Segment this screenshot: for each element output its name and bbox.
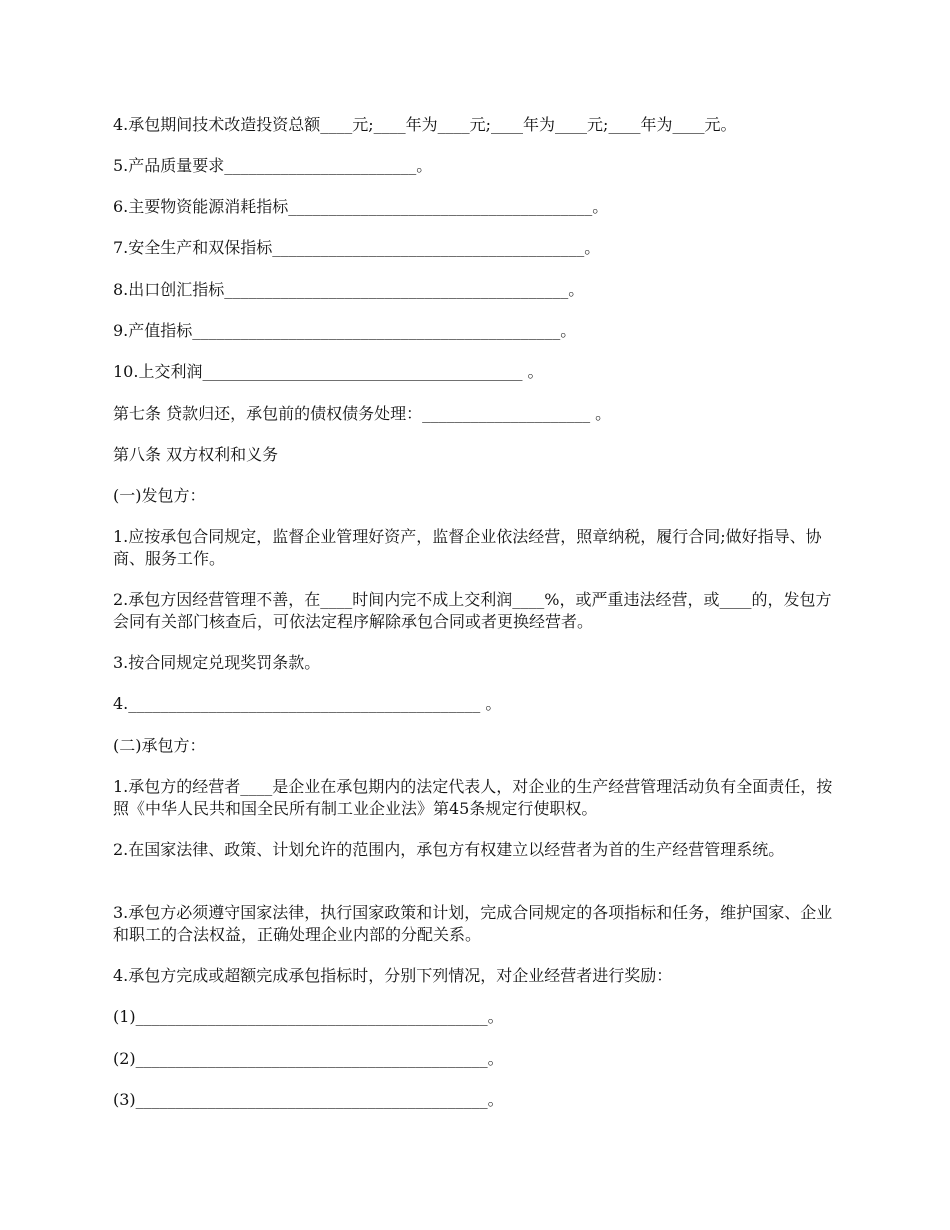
clause-6-item-10: 10.上交利润________________________________________ 。	[113, 362, 544, 381]
contractor-item-4: 4.承包方完成或超额完成承包指标时，分别下列情况，对企业经营者进行奖励：	[113, 966, 673, 985]
clause-7: 第七条 贷款归还，承包前的债权债务处理：_____________________ 。	[113, 404, 612, 423]
clause-6-item-9: 9.产值指标______________________________________________。	[113, 321, 577, 340]
reward-item-3: (3)____________________________________________。	[113, 1090, 504, 1109]
employer-item-1: 1.应按承包合同规定，监督企业管理好资产，监督企业依法经营，照章纳税，履行合同;做好指导、协商、服务工作。	[113, 527, 822, 568]
clause-6-item-4: 4.承包期间技术改造投资总额____元;____年为____元;____年为____元;____年为____元。	[113, 115, 737, 134]
clause-6-item-6: 6.主要物资能源消耗指标______________________________________。	[113, 197, 609, 216]
reward-item-1: (1)____________________________________________。	[113, 1007, 504, 1026]
contractor-item-3: 3.承包方必须遵守国家法律，执行国家政策和计划，完成合同规定的各项指标和任务，维护国家、企业和职工的合法权益，正确处理企业内部的分配关系。	[113, 903, 833, 944]
employer-item-3: 3.按合同规定兑现奖罚条款。	[113, 653, 321, 672]
clause-6-item-5: 5.产品质量要求________________________。	[113, 156, 433, 175]
employer-item-4: 4.____________________________________________ 。	[113, 694, 502, 713]
employer-item-2: 2.承包方因经营管理不善，在____时间内完不成上交利润____%，或严重违法经营，或____的，发包方会同有关部门核查后，可依法定程序解除承包合同或者更换经营者。	[113, 590, 832, 631]
clause-6-item-7: 7.安全生产和双保指标_______________________________________。	[113, 238, 601, 257]
clause-8-heading: 第八条 双方权利和义务	[113, 445, 279, 464]
employer-heading: (一)发包方：	[113, 486, 206, 505]
contractor-heading: (二)承包方：	[113, 736, 206, 755]
contractor-item-1: 1.承包方的经营者____是企业在承包期内的法定代表人，对企业的生产经营管理活动负有全面责任，按照《中华人民共和国全民所有制工业企业法》第45条规定行使职权。	[113, 777, 833, 818]
reward-item-2: (2)____________________________________________。	[113, 1049, 504, 1068]
contractor-item-2: 2.在国家法律、政策、计划允许的范围内，承包方有权建立以经营者为首的生产经营管理系统。	[113, 840, 785, 859]
clause-6-item-8: 8.出口创汇指标___________________________________________。	[113, 280, 585, 299]
